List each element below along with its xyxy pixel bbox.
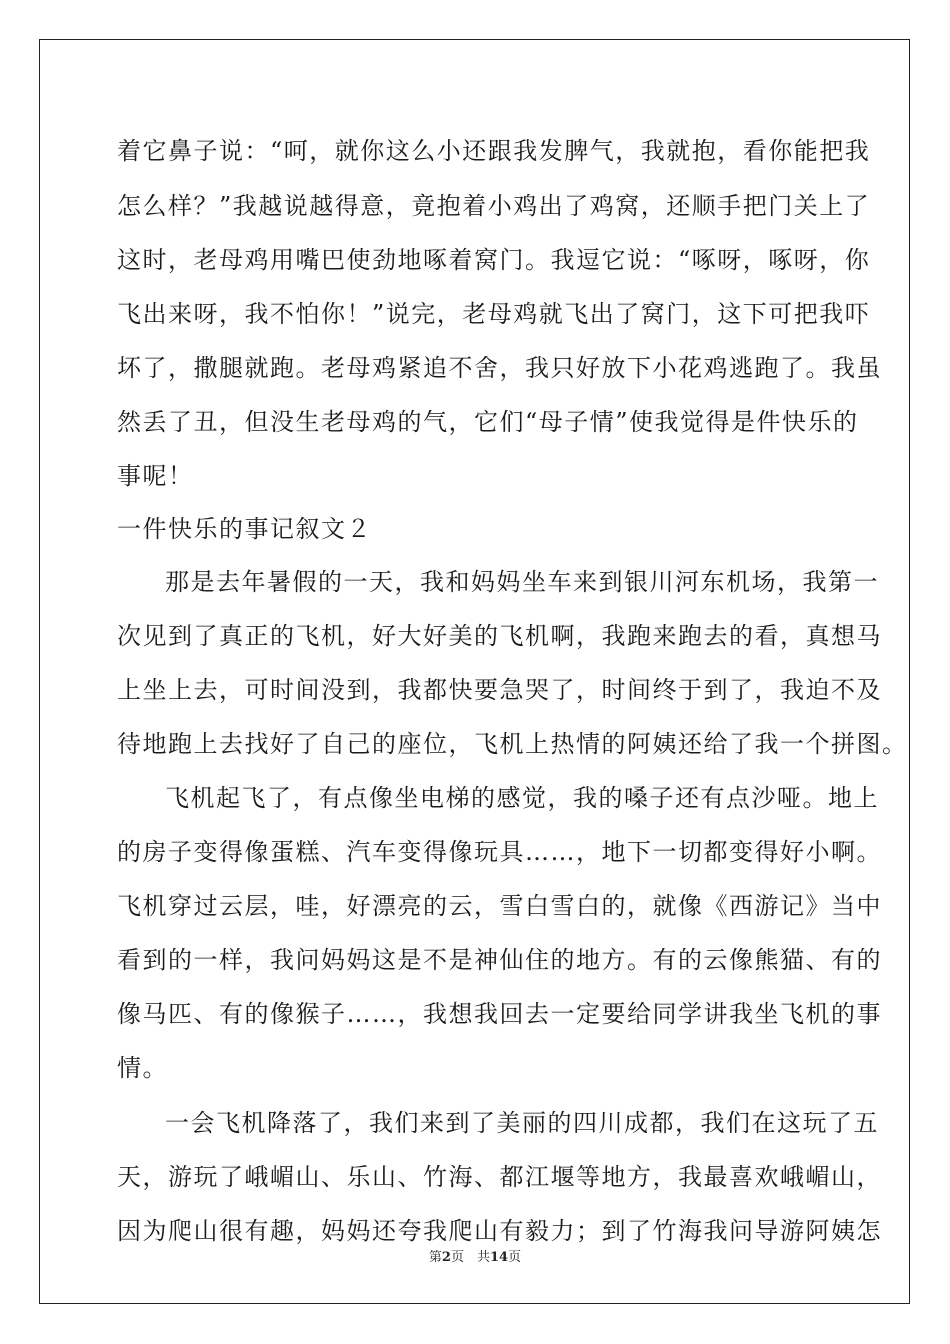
page-footer xyxy=(0,1246,950,1265)
text-line: 飞出来呀，我不怕你！”说完，老母鸡就飞出了窝门，这下可把我吓 xyxy=(117,300,871,328)
text-line: 飞机起飞了，有点像坐电梯的感觉，我的嗓子还有点沙哑。地上 xyxy=(165,784,879,812)
text-line: 的房子变得像蛋糕、汽车变得像玩具……，地下一切都变得好小啊。 xyxy=(117,838,882,866)
text-line: 那是去年暑假的一天，我和妈妈坐车来到银川河东机场，我第一 xyxy=(165,568,879,596)
text-line: 事呢！ xyxy=(117,462,194,490)
footer-current-page: 2 xyxy=(441,1250,451,1265)
section-heading: 一件快乐的事记叙文２ xyxy=(117,515,372,543)
text-line: 坏了，撒腿就跑。老母鸡紧追不舍，我只好放下小花鸡逃跑了。我虽 xyxy=(117,354,882,382)
text-line: 这时，老母鸡用嘴巴使劲地啄着窝门。我逗它说：“啄呀，啄呀，你 xyxy=(117,246,871,274)
text-line: 着它鼻子说：“呵，就你这么小还跟我发脾气，我就抱，看你能把我 xyxy=(117,137,871,165)
text-line: 像马匹、有的像猴子……，我想我回去一定要给同学讲我坐飞机的事 xyxy=(117,1000,882,1028)
text-line: 一会飞机降落了，我们来到了美丽的四川成都，我们在这玩了五 xyxy=(165,1109,879,1137)
text-line: 飞机穿过云层，哇，好漂亮的云，雪白雪白的，就像《西游记》当中 xyxy=(117,892,882,920)
text-line: 然丢了丑，但没生老母鸡的气，它们“母子情”使我觉得是件快乐的 xyxy=(117,408,859,436)
text-line: 待地跑上去找好了自己的座位，飞机上热情的阿姨还给了我一个拼图。 xyxy=(117,730,908,758)
text-line: 上坐上去，可时间没到，我都快要急哭了，时间终于到了，我迫不及 xyxy=(117,676,882,704)
text-line: 看到的一样，我问妈妈这是不是神仙住的地方。有的云像熊猫、有的 xyxy=(117,946,882,974)
footer-page-suffix: 页 xyxy=(508,1250,522,1265)
footer-page-mid: 页 共 xyxy=(450,1250,490,1265)
text-line: 天，游玩了峨嵋山、乐山、竹海、都江堰等地方，我最喜欢峨嵋山， xyxy=(117,1163,882,1191)
footer-page-prefix: 第 xyxy=(428,1250,442,1265)
footer-total-pages: 14 xyxy=(489,1250,509,1265)
text-line: 情。 xyxy=(117,1054,168,1082)
text-line: 怎么样？”我越说越得意，竟抱着小鸡出了鸡窝，还顺手把门关上了 xyxy=(117,192,871,220)
text-line: 次见到了真正的飞机，好大好美的飞机啊，我跑来跑去的看，真想马 xyxy=(117,622,882,650)
text-line: 因为爬山很有趣，妈妈还夸我爬山有毅力；到了竹海我问导游阿姨怎 xyxy=(117,1217,882,1245)
